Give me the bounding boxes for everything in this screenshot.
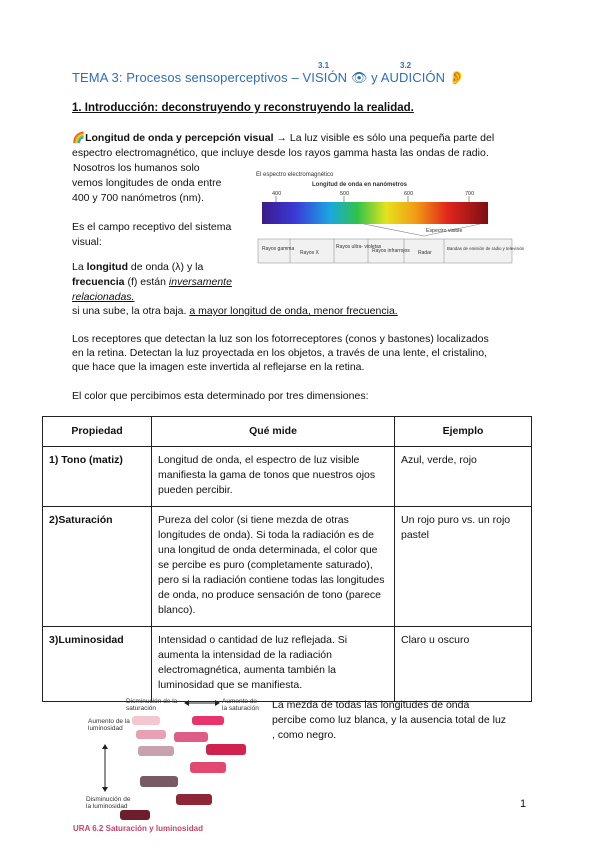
band-radar: Radar [418, 250, 432, 256]
freq-frecuencia: frecuencia [72, 276, 125, 288]
cell-prop: 1) Tono (matiz) [43, 447, 152, 507]
freq-text: de onda (λ) y la [128, 261, 204, 273]
side-line-1: La mezda de todas las longitudes de onda [272, 699, 470, 711]
receptors-line-1: Los receptores que detectan la luz son los fotorreceptores (conos y bastones) localizados [72, 333, 489, 345]
freq-text: si una sube, la otra baja. [72, 305, 190, 317]
wavelength-title: 🌈Longitud de onda y percepción visual [72, 132, 274, 144]
freq-line-3 [72, 290, 134, 305]
spectrum-heading: El espectro electromagnético [256, 172, 334, 178]
swatch [140, 776, 178, 787]
label-dis-lum: Disminución de la luminosidad [86, 796, 131, 810]
spectrum-svg [254, 168, 525, 264]
header-ejemplo: Ejemplo [395, 417, 532, 447]
humans-line-3: 400 y 700 nanómetros (nm). [72, 192, 204, 204]
freq-line-2 [72, 275, 232, 290]
wavelength-text: → La luz visible es sólo una pequeña parte del [273, 132, 495, 144]
freq-text: (f) están [124, 276, 169, 288]
luminosity-arrow [100, 744, 110, 792]
cell-mide: Pureza del color (si tiene mezda de otras longitudes de onda). Si toda la radiación es de una longitud de onda determinada, el color que se percibe es puro (completamente saturado), pero si la radiación contiene todas las longitudes de onda, no produce sensación de tono (parece blanco). [152, 507, 395, 627]
table-row [43, 507, 532, 627]
table-row [43, 627, 532, 702]
freq-rule: a mayor longitud de onda, menor frecuencia. [189, 305, 398, 317]
side-line-3: , como negro. [272, 729, 337, 741]
swatch [176, 794, 212, 805]
saturation-arrow [184, 698, 220, 708]
superscript-audicion: 3.2 [400, 61, 412, 70]
swatch [190, 762, 226, 773]
swatch [174, 732, 208, 742]
swatch [136, 730, 166, 739]
freq-line-4 [72, 304, 398, 319]
cell-prop: 2)Saturación [43, 507, 152, 627]
humans-line-2: vemos longitudes de onda entre [72, 177, 222, 189]
freq-inversamente: inversamente [168, 276, 232, 288]
swatch [192, 716, 224, 725]
header-que-mide: Qué mide [152, 417, 395, 447]
receptive-line-1: Es el campo receptivo del sistema [72, 221, 232, 233]
freq-text: La [72, 261, 87, 273]
band-ir: Rayos infrarrojos [372, 248, 410, 254]
humans-line-1: Nosotros los humanos solo [73, 162, 200, 174]
cell-prop: 3)Luminosidad [43, 627, 152, 702]
page-number: 1 [520, 798, 527, 810]
spectrum-figure [254, 168, 525, 264]
swatch [206, 744, 246, 755]
cell-ejemplo: Un rojo puro vs. un rojo pastel [395, 507, 532, 627]
band-gamma: Rayos gamma [262, 246, 295, 252]
label-aum-sat: Aumento de la saturación [222, 698, 259, 712]
cell-mide: Intensidad o cantidad de luz reflejada. Si aumenta la intensidad de la radiación electromagnética, aumenta también la luminosidad que se manifiesta. [152, 627, 395, 702]
cell-ejemplo: Azul, verde, rojo [395, 447, 532, 507]
page-title: TEMA 3: Procesos sensoperceptivos – VISIÓN 👁 y AUDICIÓN 👂 [72, 70, 466, 85]
figure-caption: URA 6.2 Saturación y luminosidad [73, 824, 203, 833]
tick-400: 400 [272, 191, 282, 197]
label-aum-lum: Aumento de la luminosidad [88, 718, 130, 732]
spectrum-subheading: Longitud de onda en nanómetros [312, 182, 407, 188]
table-header-row [43, 417, 532, 447]
visible-spectrum-bar [262, 202, 488, 224]
saturation-figure [80, 696, 260, 828]
band-uv: Rayos ultra- violetas [336, 244, 382, 250]
tick-700: 700 [465, 191, 475, 197]
freq-longitud: longitud [86, 261, 129, 273]
freq-relacionadas: relacionadas. [72, 291, 135, 303]
tick-500: 500 [340, 191, 350, 197]
receptors-line-3: que hace que la imagen este invertida al reflejarse en la retina. [72, 361, 365, 373]
cell-mide: Longitud de onda, el espectro de luz visible manifiesta la gama de tonos que nuestros ojos pueden percibir. [152, 447, 395, 507]
band-radio: Bandas de emisión de radio y televisión [447, 246, 525, 251]
section-heading: 1. Introducción: deconstruyendo y reconstruyendo la realidad. [72, 102, 414, 114]
side-line-2: percibe como luz blanca, y la ausencia total de luz [272, 714, 507, 726]
swatch [132, 716, 160, 725]
header-propiedad: Propiedad [43, 417, 152, 447]
wavelength-paragraph [72, 131, 494, 146]
swatch [120, 810, 150, 820]
color-intro: El color que percibimos esta determinado por tres dimensiones: [72, 390, 369, 402]
spectrum-line: espectro electromagnético, que incluye desde los rayos gamma hasta las ondas de radio. [72, 147, 489, 159]
visible-label: Espectro visible [426, 228, 463, 234]
receptors-line-2: en la retina. Detectan la luz proyectada en los objetos, a través de una lente, el cristalino, [72, 347, 487, 359]
band-x: Rayos X [300, 250, 319, 256]
cell-ejemplo: Claro u oscuro [395, 627, 532, 702]
tick-600: 600 [404, 191, 414, 197]
superscript-vision: 3.1 [318, 61, 330, 70]
label-dis-sat: Disminución de la saturación [126, 698, 178, 712]
table-row [43, 447, 532, 507]
swatch [138, 746, 174, 756]
freq-line-1 [72, 260, 203, 275]
receptive-line-2: visual: [72, 236, 102, 248]
color-properties-table [42, 416, 532, 702]
